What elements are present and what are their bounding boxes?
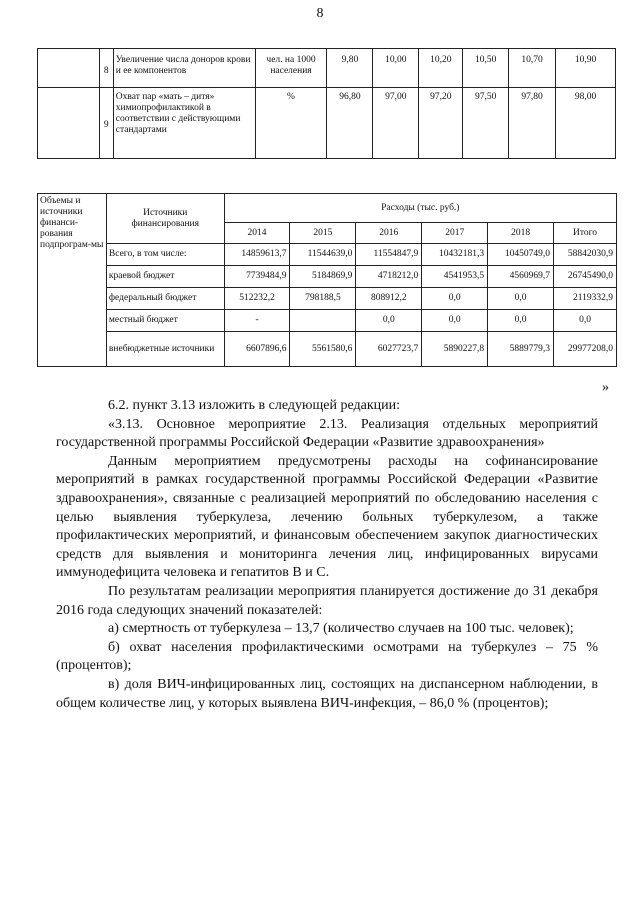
- value-cell: 10432181,3: [422, 244, 488, 266]
- year-header: 2017: [422, 223, 488, 244]
- value-cell: 10,20: [419, 49, 463, 88]
- value-cell: 97,50: [463, 88, 509, 159]
- indicator-name: Увеличение числа доноров крови и ее компонентов: [113, 49, 255, 88]
- paragraph: Данным мероприятием предусмотрены расходы на софинансирование мероприятий в рамках государственной программы Российской Федерации «Развитие здравоохранения», связанные с реализацией мероприятий по обследованию населения с целью выявления туберкулеза, лечению больных туберкулезом, а также профилактических мероприятий, и финансовым обеспечением закупок диагностических средств для выявления и мониторинга лечения лиц, инфицированных вирусами иммунодефицита человека и гепатитов В и С.: [56, 453, 598, 581]
- value-cell: 6607896,6: [224, 332, 290, 367]
- value-cell: 11554847,9: [356, 244, 422, 266]
- paragraph: а) смертность от туберкулеза – 13,7 (количество случаев на 100 тыс. человек);: [108, 621, 574, 637]
- value-cell: 10,70: [509, 49, 556, 88]
- value-cell: 11544639,0: [290, 244, 356, 266]
- funding-volume-label: Объемы и источники финанси-рования подпрограм-мы: [38, 194, 107, 367]
- table-row: [38, 49, 616, 88]
- value-cell: 29977208,0: [554, 332, 617, 367]
- value-cell: 5890227,8: [422, 332, 488, 367]
- table-row: [38, 244, 617, 266]
- value-cell: 96,80: [327, 88, 373, 159]
- value-cell: 0,0: [554, 310, 617, 332]
- source-name: местный бюджет: [106, 310, 224, 332]
- value-cell: 10,00: [373, 49, 419, 88]
- paragraph: По результатам реализации мероприятия планируется достижение до 31 декабря 2016 года следующих значений показателей:: [56, 583, 598, 618]
- total-header: Итого: [554, 223, 617, 244]
- paragraph: 6.2. пункт 3.13 изложить в следующей редакции:: [108, 398, 400, 413]
- value-cell: 6027723,7: [356, 332, 422, 367]
- indicator-unit: %: [255, 88, 327, 159]
- year-header: 2015: [290, 223, 356, 244]
- value-cell: 10,90: [556, 49, 616, 88]
- value-cell: 5184869,9: [290, 266, 356, 288]
- value-cell: 97,20: [419, 88, 463, 159]
- document-body: [56, 397, 598, 713]
- paragraph: в) доля ВИЧ-инфицированных лиц, состоящих на диспансерном наблюдении, в общем количестве лиц, у которых выявлена ВИЧ-инфекция, – 86,0 % (процентов);: [56, 676, 598, 711]
- value-cell: 10,50: [463, 49, 509, 88]
- page-number: 8: [316, 6, 324, 21]
- value-cell: 0,0: [488, 288, 554, 310]
- value-cell: 10450749,0: [488, 244, 554, 266]
- year-header: 2014: [224, 223, 290, 244]
- value-cell: [290, 310, 356, 332]
- value-cell: 5561580,6: [290, 332, 356, 367]
- paragraph: б) охват населения профилактическими осмотрами на туберкулез – 75 % (процентов);: [56, 639, 598, 674]
- value-cell: 26745490,0: [554, 266, 617, 288]
- row-index: 8: [99, 49, 113, 88]
- sources-header: Источники финансирования: [106, 194, 224, 244]
- source-name: федеральный бюджет: [106, 288, 224, 310]
- table-row: [38, 332, 617, 367]
- paragraph: «3.13. Основное мероприятие 2.13. Реализация отдельных мероприятий государственной программы Российской Федерации «Развитие здравоохранения»: [56, 416, 598, 451]
- table-row: [38, 288, 617, 310]
- value-cell: 0,0: [422, 310, 488, 332]
- indicator-name: Охват пар «мать – дитя» химиопрофилактикой в соответствии с действующими стандартами: [113, 88, 255, 159]
- source-name: краевой бюджет: [106, 266, 224, 288]
- value-cell: 512232,2: [224, 288, 290, 310]
- value-cell: 0,0: [488, 310, 554, 332]
- source-name: Всего, в том числе:: [106, 244, 224, 266]
- expenses-header: Расходы (тыс. руб.): [224, 194, 616, 223]
- value-cell: 4718212,0: [356, 266, 422, 288]
- value-cell: 0,0: [356, 310, 422, 332]
- year-header: 2018: [488, 223, 554, 244]
- value-cell: 4560969,7: [488, 266, 554, 288]
- value-cell: 5889779,3: [488, 332, 554, 367]
- blank-cell: [38, 88, 100, 159]
- table-row: [38, 310, 617, 332]
- value-cell: 808912,2: [356, 288, 422, 310]
- funding-table: [37, 193, 617, 367]
- value-cell: 58842030,9: [554, 244, 617, 266]
- row-index: 9: [99, 88, 113, 159]
- value-cell: 4541953,5: [422, 266, 488, 288]
- indicator-unit: чел. на 1000 населения: [255, 49, 327, 88]
- value-cell: 9,80: [327, 49, 373, 88]
- closing-quote: »: [602, 380, 609, 395]
- table-row: [38, 266, 617, 288]
- value-cell: 2119332,9: [554, 288, 617, 310]
- value-cell: 0,0: [422, 288, 488, 310]
- source-name: внебюджетные источники: [106, 332, 224, 367]
- value-cell: 14859613,7: [224, 244, 290, 266]
- year-header: 2016: [356, 223, 422, 244]
- table-row: [38, 88, 616, 159]
- blank-cell: [38, 49, 100, 88]
- value-cell: -: [224, 310, 290, 332]
- value-cell: 97,80: [509, 88, 556, 159]
- value-cell: 98,00: [556, 88, 616, 159]
- indicators-table: [37, 48, 616, 159]
- value-cell: 798188,5: [290, 288, 356, 310]
- value-cell: 7739484,9: [224, 266, 290, 288]
- value-cell: 97,00: [373, 88, 419, 159]
